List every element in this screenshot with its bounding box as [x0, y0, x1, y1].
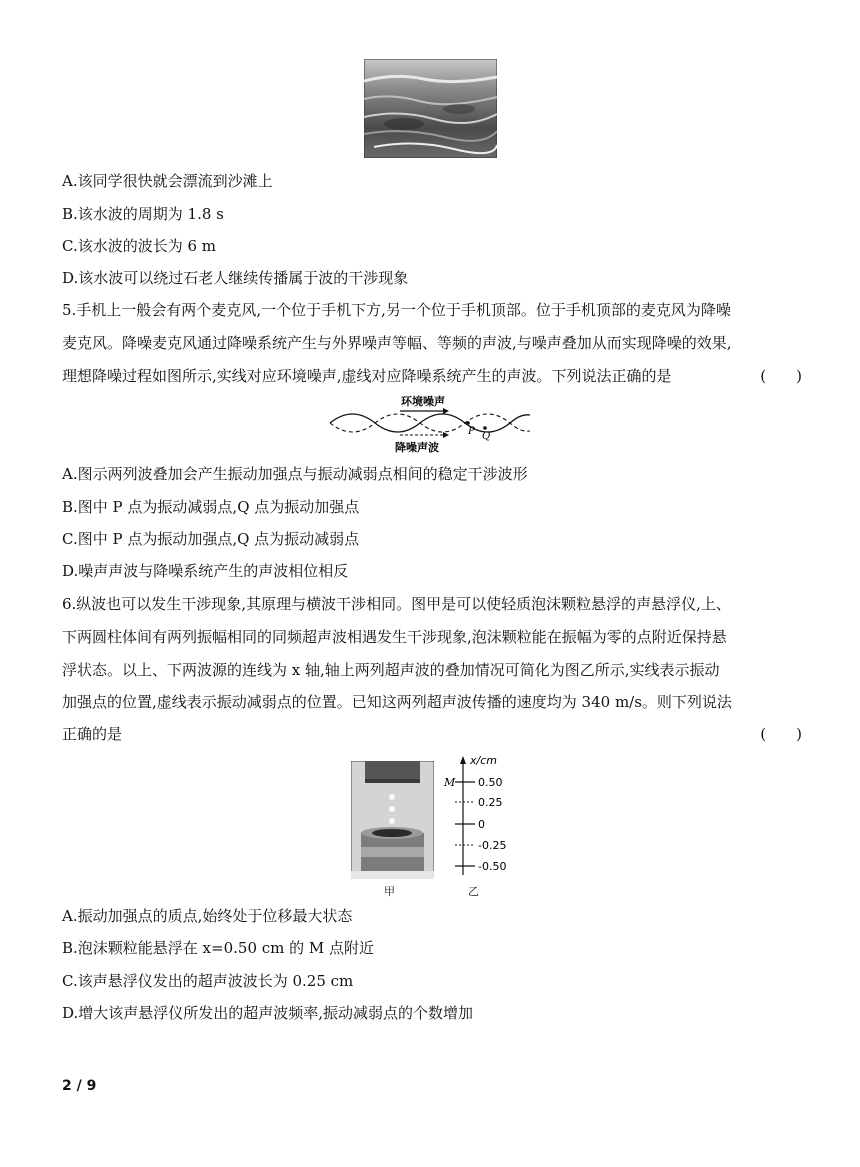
q6-option-c: C.该声悬浮仪发出的超声波波长为 0.25 cm [62, 972, 354, 990]
label-jia: 甲 [384, 885, 395, 898]
noise-cancel-diagram [325, 393, 535, 453]
label-cancel-wave: 降噪声波 [395, 441, 439, 453]
page-number: 2 / 9 [62, 1078, 97, 1094]
label-p: P [468, 426, 475, 437]
x-axis-diagram [440, 753, 530, 893]
tick-label: -0.50 [478, 860, 507, 873]
q5-option-b: B.图中 P 点为振动减弱点,Q 点为振动加强点 [62, 498, 360, 516]
foam-particle [389, 806, 395, 812]
tick-label: 0 [478, 818, 485, 831]
q4-option-a: A.该同学很快就会漂流到沙滩上 [62, 172, 273, 190]
q6-option-a: A.振动加强点的质点,始终处于位移最大状态 [62, 907, 353, 925]
levitator-image [351, 761, 434, 879]
point-m-label: M [444, 776, 456, 789]
q6-answer-bracket: ( ) [760, 725, 802, 743]
q6-stem-line-5: 正确的是 [62, 725, 123, 743]
noise-cancel-figure [325, 393, 535, 453]
q5-stem-line-3: 理想降噪过程如图所示,实线对应环境噪声,虚线对应降噪系统产生的声波。下列说法正确的是 [62, 367, 672, 385]
q6-option-b: B.泡沫颗粒能悬浮在 x=0.50 cm 的 M 点附近 [62, 939, 375, 957]
q6-stem-line-4: 加强点的位置,虚线表示振动减弱点的位置。已知这两列超声波传播的速度均为 340 m/s。则下列说法 [62, 693, 732, 711]
arrow-right-icon [443, 432, 449, 438]
q4-option-b: B.该水波的周期为 1.8 s [62, 205, 224, 223]
q6-stem-line-2: 下两圆柱体间有两列振幅相同的同频超声波相遇发生干涉现象,泡沫颗粒能在振幅为零的点附近保持悬 [62, 628, 727, 646]
q5-answer-bracket: ( ) [760, 367, 802, 385]
label-yi: 乙 [468, 885, 479, 898]
q6-stem-line-1: 6.纵波也可以发生干涉现象,其原理与横波干涉相同。图甲是可以使轻质泡沫颗粒悬浮的声悬浮仪,上、 [62, 595, 731, 613]
q4-option-d: D.该水波可以绕过石老人继续传播属于波的干涉现象 [62, 269, 409, 287]
q5-option-c: C.图中 P 点为振动加强点,Q 点为振动减弱点 [62, 530, 360, 548]
q6-option-d: D.增大该声悬浮仪所发出的超声波频率,振动减弱点的个数增加 [62, 1004, 474, 1022]
arrow-up-icon [460, 756, 466, 764]
x-axis-figure [440, 753, 530, 893]
q5-stem-line-1: 5.手机上一般会有两个麦克风,一个位于手机下方,另一个位于手机顶部。位于手机顶部的麦克风为降噪 [62, 301, 731, 319]
label-q: Q [482, 431, 491, 442]
point-p-dot [466, 421, 470, 425]
tick-label: -0.25 [478, 839, 507, 852]
q5-option-a: A.图示两列波叠加会产生振动加强点与振动减弱点相间的稳定干涉波形 [62, 465, 528, 483]
seashore-photo-image [364, 59, 497, 158]
arrow-right-icon [443, 408, 449, 414]
seashore-photo [364, 59, 497, 158]
point-q-dot [483, 426, 487, 430]
levitator-photo [351, 761, 434, 879]
tick-label: 0.50 [478, 776, 503, 789]
foam-particle [389, 818, 395, 824]
label-env-noise: 环境噪声 [401, 395, 445, 408]
q5-stem-line-2: 麦克风。降噪麦克风通过降噪系统产生与外界噪声等幅、等频的声波,与噪声叠加从而实现降噪的效果, [62, 334, 732, 352]
axis-label: x/cm [470, 754, 497, 767]
q4-option-c: C.该水波的波长为 6 m [62, 237, 217, 255]
tick-label: 0.25 [478, 796, 503, 809]
q6-stem-line-3: 浮状态。以上、下两波源的连线为 x 轴,轴上两列超声波的叠加情况可简化为图乙所示,实线表示振动 [62, 661, 720, 679]
foam-particle [389, 794, 395, 800]
q5-option-d: D.噪声声波与降噪系统产生的声波相位相反 [62, 562, 349, 580]
